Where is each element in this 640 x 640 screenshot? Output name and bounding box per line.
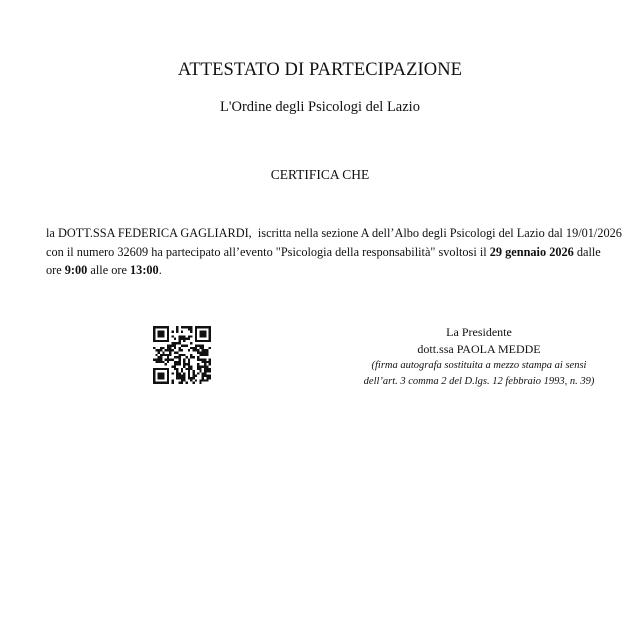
body-line-2 bbox=[46, 243, 606, 262]
signer-name: dott.ssa PAOLA MEDDE bbox=[417, 342, 541, 356]
signature-note: (firma autografa sostituita a mezzo stampa ai sensi bbox=[371, 360, 587, 371]
end-time: 13:00 bbox=[130, 263, 159, 277]
body-text: dalle bbox=[573, 244, 601, 259]
start-time: 9:00 bbox=[64, 263, 88, 277]
issuer-name: L'Ordine degli Psicologi del Lazio bbox=[220, 99, 420, 115]
body-text: con il numero 32609 ha partecipato all’evento "Psicologia della responsabilità" svoltosi il bbox=[46, 244, 490, 259]
signature-note: dell’art. 3 comma 2 del D.lgs. 12 febbraio 1993, n. 39) bbox=[363, 376, 595, 387]
signature-block bbox=[339, 324, 619, 390]
qr-code-icon bbox=[153, 326, 211, 384]
document-title: ATTESTATO DI PARTECIPAZIONE bbox=[177, 60, 463, 80]
event-date: 29 gennaio 2026 bbox=[489, 244, 574, 259]
body-text: alle ore bbox=[87, 263, 131, 277]
body-text: . bbox=[158, 263, 162, 277]
signer-role: La Presidente bbox=[446, 325, 512, 339]
body-line-3 bbox=[46, 261, 606, 280]
body-text: ore bbox=[46, 263, 65, 277]
certificate-body bbox=[46, 224, 622, 280]
body-line-1: la DOTT.SSA FEDERICA GAGLIARDI, iscritta nella sezione A dell’Albo degli Psicologi del Lazio dal 19/01/2026 bbox=[46, 226, 622, 240]
certifies-heading: CERTIFICA CHE bbox=[270, 167, 370, 182]
